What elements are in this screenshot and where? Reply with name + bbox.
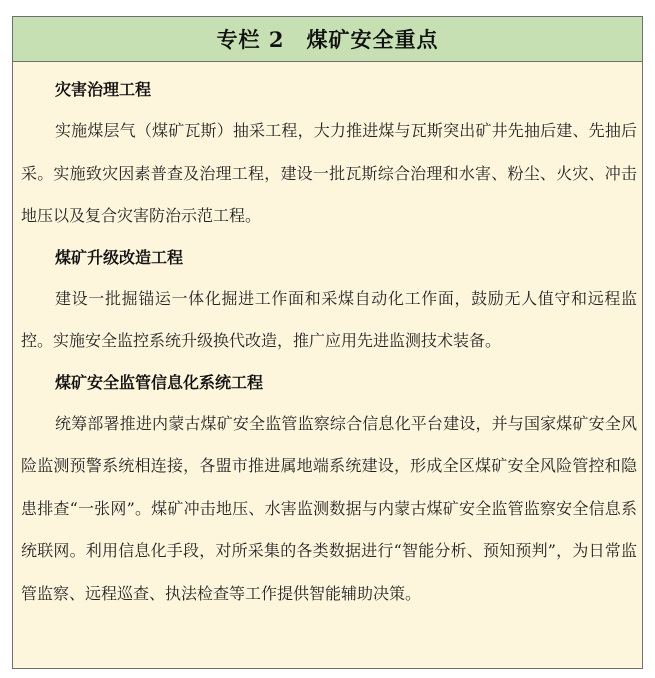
- section-heading: 灾害治理工程: [55, 80, 152, 99]
- section-heading: 煤矿升级改造工程: [55, 247, 184, 267]
- section-safety-informatization: [21, 363, 637, 616]
- panel-header: [13, 17, 642, 62]
- section-mine-upgrade: [21, 238, 637, 363]
- section-disaster-control: [21, 70, 637, 238]
- section-paragraph: 建设一批掘锚运一体化掘进工作面和采煤自动化工作面，鼓励无人值守和远程监控。实施安全监控系统升级换代改造，推广应用先进监测技术装备。: [21, 288, 637, 350]
- section-heading: 煤矿安全监管信息化系统工程: [55, 372, 264, 392]
- info-panel: [12, 16, 643, 669]
- panel-body: [13, 62, 642, 615]
- section-paragraph: 实施煤层气（煤矿瓦斯）抽采工程，大力推进煤与瓦斯突出矿井先抽后建、先抽后采。实施致灾因素普查及治理工程，建设一批瓦斯综合治理和水害、粉尘、火灾、冲击地压以及复合灾害防治示范工程。: [21, 121, 637, 225]
- section-paragraph: 统筹部署推进内蒙古煤矿安全监管监察综合信息化平台建设，并与国家煤矿安全风险监测预警系统相连接，各盟市推进属地端系统建设，形成全区煤矿安全风险管控和隐患排查“一张网”。煤矿冲击地压、水害监测数据与内蒙古煤矿安全监管监察安全信息系统联网。利用信息化手段，对所采集的各类数据进行“智能分析、预知预判”，为日常监管监察、远程巡查、执法检查等工作提供智能辅助决策。: [21, 413, 637, 603]
- panel-title: 专栏 2 煤矿安全重点: [216, 27, 439, 52]
